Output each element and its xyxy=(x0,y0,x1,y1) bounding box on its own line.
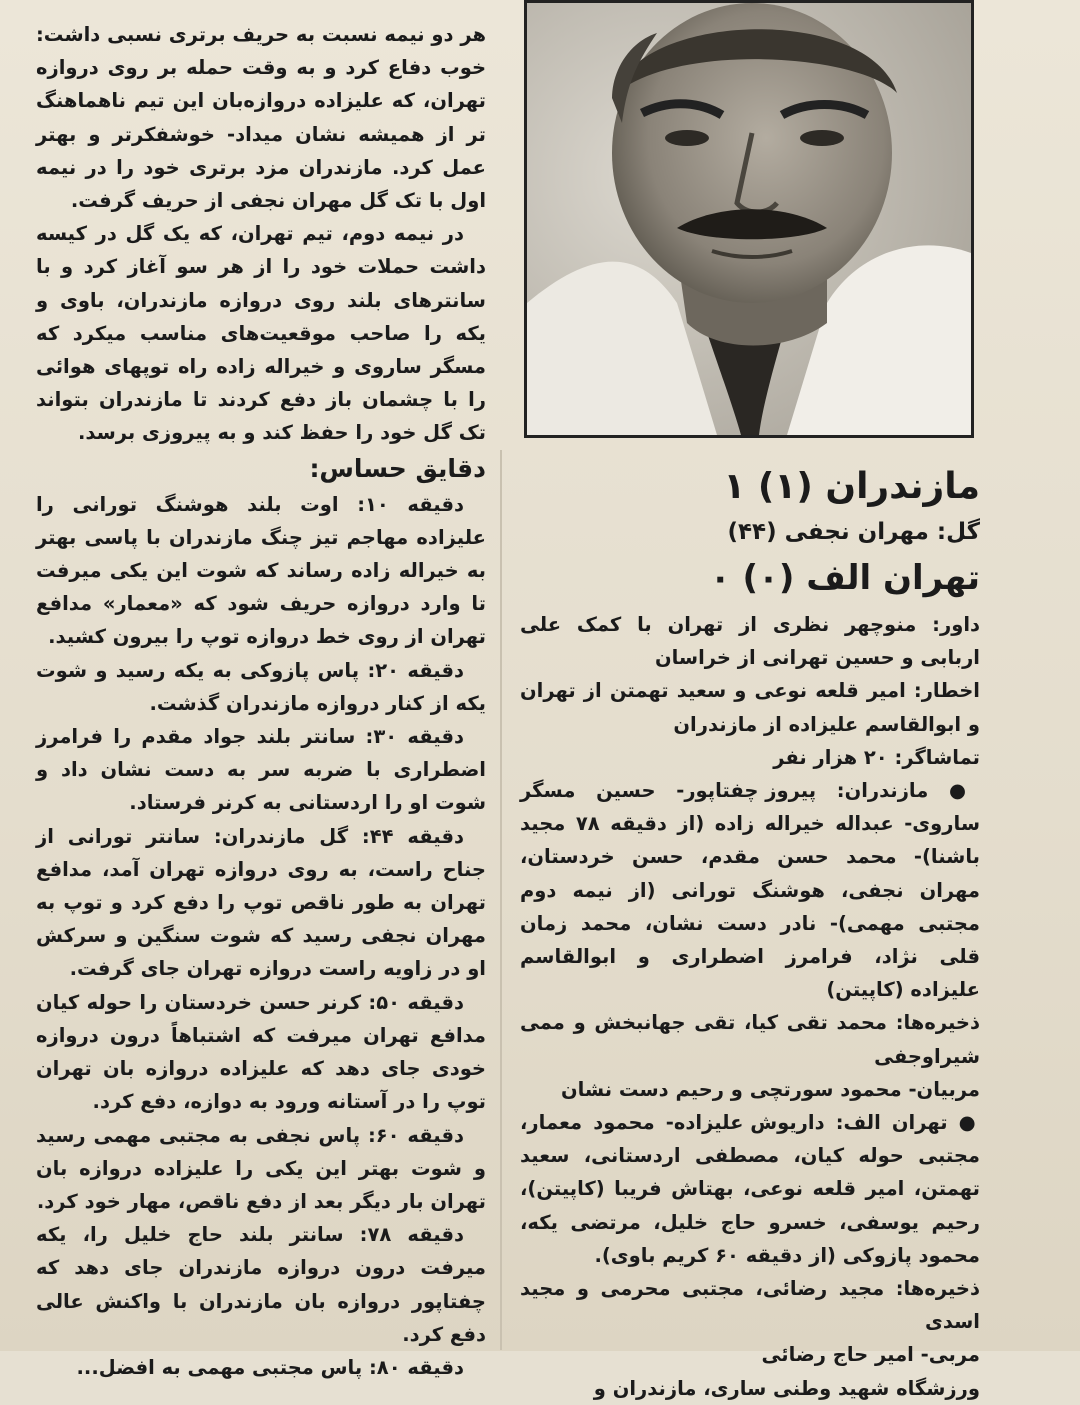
event-minute: دقیقه ۵۰: xyxy=(368,990,464,1014)
event-text: سانتر بلند جواد مقدم را فرامرز اضطراری با ضربه سر به دست نشان داد و شوت او را اردستانی به کرنر فرستاد. xyxy=(36,725,486,815)
tehran-label: ● تهران الف: xyxy=(835,1111,980,1135)
spectators-label: تماشاگر: xyxy=(894,745,980,769)
player-photo xyxy=(524,0,974,438)
warnings-text: امیر قلعه نوعی و سعید تهمتن از تهران و ابوالقاسم علیزاده از مازندران xyxy=(520,679,980,736)
tehran-lineup xyxy=(520,1106,980,1272)
event-item xyxy=(36,820,486,986)
warnings-info xyxy=(520,674,980,740)
warnings-label: اخطار: xyxy=(913,679,980,703)
event-item xyxy=(36,986,486,1119)
tehran-subs-text: مجید رضائی، مجتبی محرمی و مجید اسدی xyxy=(520,1277,980,1334)
mazandaran-subs-text: محمد تقی کیا، تقی جهانبخش و ممی شیراوجفی xyxy=(520,1011,980,1068)
referee-label: داور: xyxy=(932,613,981,636)
tehran-players: داریوش علیزاده- محمود معمار، مجتبی حوله کیان، مصطفی اردستانی، سعید تهمتن، امیر قلعه نوعی، بهتاش فریبا (کاپیتن)، رحیم یوسفی، خسرو حاج خلیل، مرتضی یکه، محمود پازوکی (از دقیقه ۶۰ کریم باوی). xyxy=(520,1111,980,1267)
event-minute: دقیقه ۶۰: xyxy=(367,1123,464,1147)
event-item xyxy=(36,720,486,820)
event-minute: دقیقه ۲۰: xyxy=(367,658,465,682)
event-minute: دقیقه ۱۰: xyxy=(357,492,465,516)
event-text: پاس مجتبی مهمی به افضل... xyxy=(76,1355,363,1379)
event-minute: دقیقه ۴۴: xyxy=(361,824,464,848)
event-item xyxy=(36,1218,486,1351)
event-item xyxy=(36,1351,486,1384)
event-item xyxy=(36,488,486,654)
report-paragraph-1: هر دو نیمه نسبت به حریف برتری نسبی داشت: خوب دفاع کرد و به وقت حمله بر روی دروازه تهران، که علیزاده دروازه‌بان این تیم ناهماهنگ تر از همیشه نشان میداد- خوشفکرتر و بهتر عمل کرد. مازندران مزد برتری خود را در نیمه اول با تک گل مهران نجفی از حریف گرفت. xyxy=(36,23,486,213)
player-portrait-image xyxy=(527,3,971,435)
home-score-line: مازندران (۱) ۱ xyxy=(723,466,980,507)
tehran-coach xyxy=(520,1338,980,1371)
event-minute: دقیقه ۷۸: xyxy=(359,1223,464,1247)
mazandaran-label: ● مازندران: xyxy=(836,779,980,803)
event-text: گل مازندران: سانتر تورانی از جناح راست، به روی دروازه تهران آمد، مدافع تهران به طور ناقص توپ را دفع کرد و توپ به مهران نجفی رسید که شوت سنگین و سرکش او در زاویه راست دروازه تهران جای گرفت. xyxy=(36,824,486,981)
event-minute: دقیقه ۸۰: xyxy=(368,1355,464,1379)
event-item xyxy=(36,654,486,720)
event-item xyxy=(36,1119,486,1219)
match-info-column xyxy=(520,462,980,1405)
event-text: کرنر حسن خردستان را حوله کیان مدافع تهران میرفت که اشتباهاً درون دروازه خودی جای دهد که علیزاده دروازه بان تهران توپ را در آستانه ورود به دوازه، دفع کرد. xyxy=(36,990,486,1114)
event-text: پاس نجفی به مجتبی مهمی رسید و شوت بهتر این یکی را علیزاده دروازه بان تهران بار دیگر بعد از دفع ناقص، مهار خود کرد. xyxy=(36,1123,486,1213)
column-divider xyxy=(500,450,502,1350)
mazandaran-coaches-text: محمود سورتچی و رحیم دست نشان xyxy=(560,1077,902,1101)
event-minute: دقیقه ۳۰: xyxy=(365,725,464,749)
referee-text: منوچهر نظری از تهران با کمک علی اربابی و حسین تهرانی از خراسان xyxy=(520,613,980,670)
stadium-line: ورزشگاه شهید وطنی ساری، مازندران و xyxy=(593,1376,980,1400)
key-moments-heading: دقایق حساس: xyxy=(309,453,486,483)
mazandaran-coaches-label: مربیان- xyxy=(908,1077,980,1101)
event-text: سانتر بلند حاج خلیل را، یکه میرفت درون دروازه مازندران جای دهد که چفتاپور دروازه بان مازندران با واکنش عالی دفع کرد. xyxy=(36,1223,486,1346)
spectators-text: ۲۰ هزار نفر xyxy=(773,745,888,769)
mazandaran-subs xyxy=(520,1006,980,1072)
goal-scorer-line: گل: مهران نجفی (۴۴) xyxy=(727,519,980,545)
mazandaran-subs-label: ذخیره‌ها: xyxy=(895,1011,980,1035)
event-text: پاس پازوکی به یکه رسید و شوت یکه از کنار دروازه مازندران گذشت. xyxy=(36,658,486,715)
match-report-column xyxy=(36,18,486,1384)
tehran-coach-label: مربی- xyxy=(920,1343,980,1367)
tehran-coach-text: امیر حاج رضائی xyxy=(761,1343,914,1367)
tehran-subs xyxy=(520,1272,980,1338)
mazandaran-players: پیروز چفتاپور- حسین مسگر ساروی- عبداله خیراله زاده (از دقیقه ۷۸ مجید باشنا)- محمد حسن مقدم، حسن خردستان، مهران نجفی، هوشنگ تورانی (از نیمه دوم مجتبی مهمی)- نادر دست نشان، محمد زمان قلی نژاد، فرامرز اضطراری و ابوالقاسم علیزاده (کاپیتن) xyxy=(520,779,981,1002)
tehran-subs-label: ذخیره‌ها: xyxy=(895,1277,980,1301)
spectators-info xyxy=(520,741,980,774)
referee-info xyxy=(520,608,980,674)
away-score-line: تهران الف (۰) ۰ xyxy=(709,558,980,598)
event-text: اوت بلند هوشنگ تورانی را علیزاده مهاجم تیز چنگ مازندران با پاسی بهتر به خیراله زاده رساند که شوت این یکی میرفت تا وارد دروازه حریف شود که «معمار» مدافع تهران از روی خط دروازه توپ را بیرون کشید. xyxy=(36,492,486,649)
report-paragraph-2: در نیمه دوم، تیم تهران، که یک گل در کیسه داشت حملات خود را از هر سو آغاز کرد و با سانترهای بلند روی دروازه مازندران، باوی و یکه را صاحب موقعیت‌های مناسب میکرد که مسگر ساروی و خیراله زاده راه توپهای هوائی را با چشمان باز دفع کردند تا مازندران بتواند تک گل خود را حفظ کند و به پیروزی برسد. xyxy=(36,222,486,445)
mazandaran-lineup xyxy=(520,774,980,1006)
mazandaran-coaches xyxy=(520,1073,980,1106)
